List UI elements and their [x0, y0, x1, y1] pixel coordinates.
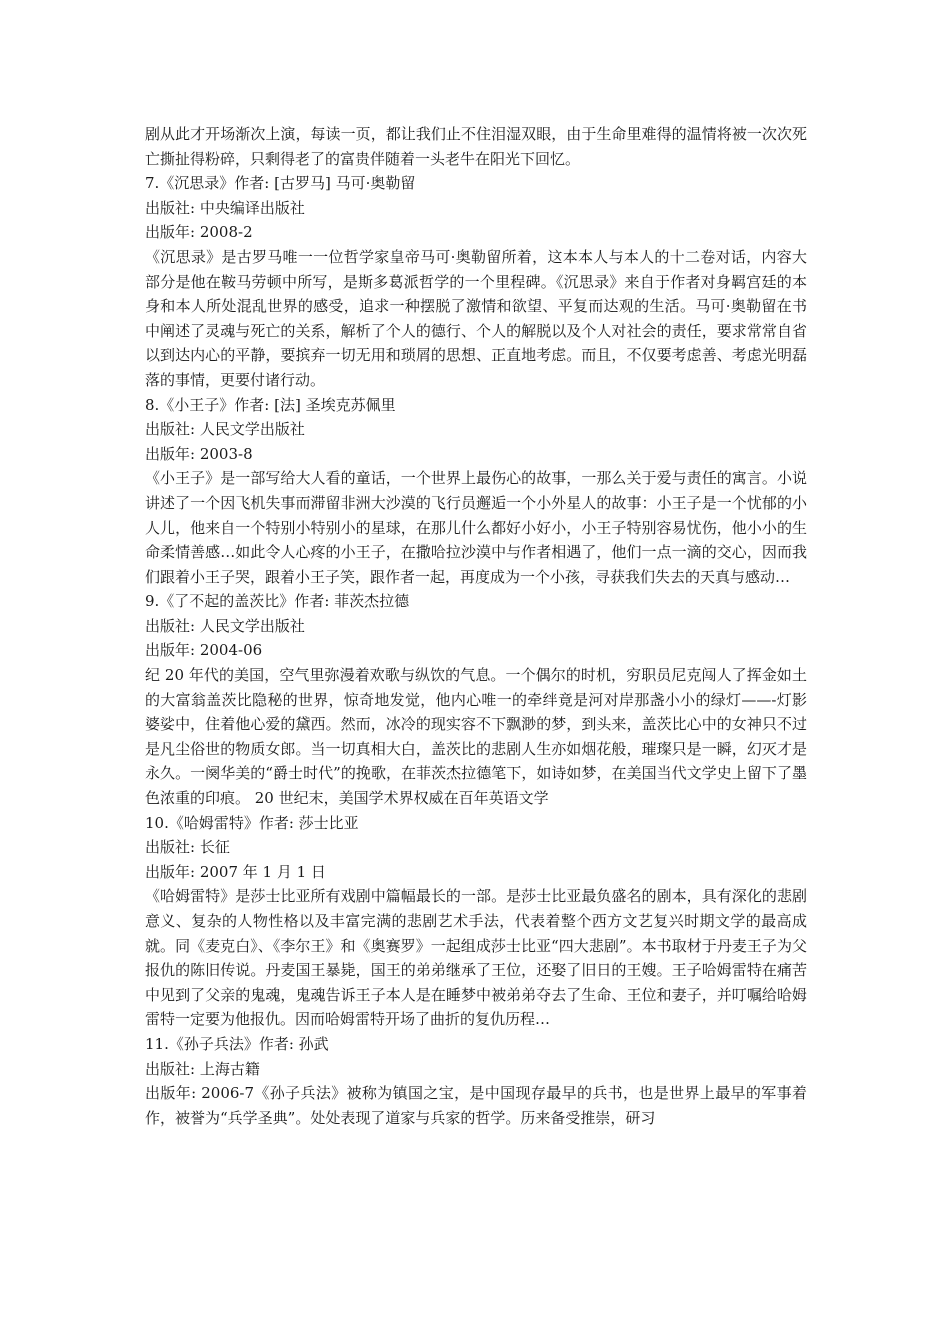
book-8-description: 《小王子》是一部写给大人看的童话，一个世界上最伤心的故事，一那么关于爱与责任的寓言。小说讲述了一个因飞机失事而滞留非洲大沙漠的飞行员邂逅一个小外星人的故事：小王子是一个忧郁的小人儿，他来自一个特别小特别小的星球，在那儿什么都好小好小，小王子特别容易忧伤，他小小的生命柔情善感…如此令人心疼的小王子，在撒哈拉沙漠中与作者相遇了，他们一点一滴的交心，因而我们跟着小王子哭，跟着小王子笑，跟作者一起，再度成为一个小孩，寻获我们失去的天真与感动…: [145, 469, 807, 586]
book-9-description: 纪 20 年代的美国，空气里弥漫着欢歌与纵饮的气息。一个偶尔的时机，穷职员尼克闯人了挥金如土的大富翁盖茨比隐秘的世界，惊奇地发觉，他内心唯一的牵绊竟是河对岸那盏小小的绿灯——-灯影婆娑中，住着他心爱的黛西。然而，冰冷的现实容不下飘渺的梦，到头来，盖茨比心中的女神只不过是凡尘俗世的物质女郎。当一切真相大白，盖茨比的悲剧人生亦如烟花般，璀璨只是一瞬，幻灭才是永久。一阕华美的“爵士时代”的挽歌，在菲茨杰拉德笔下，如诗如梦，在美国当代文学史上留下了墨色浓重的印痕。 20 世纪末，美国学术界权威在百年英语文学: [145, 666, 807, 808]
book-11-year-description: 出版年: 2006-7《孙子兵法》被称为镇国之宝，是中国现存最早的兵书，也是世界上最早的军事着作，被誉为“兵学圣典”。处处表现了道家与兵家的哲学。历来备受推崇，研习: [145, 1084, 807, 1127]
book-7-year: 出版年: 2008-2: [145, 223, 253, 242]
document-page: [145, 122, 807, 1130]
book-8-year: 出版年: 2003-8: [145, 444, 253, 463]
book-9-title-author: 9.《了不起的盖茨比》作者: 菲茨杰拉德: [145, 592, 410, 611]
book-8-title-author: 8.《小王子》作者: [法] 圣埃克苏佩里: [145, 395, 396, 414]
paragraph-intro: 剧从此才开场渐次上演，每读一页，都让我们止不住泪湿双眼，由于生命里难得的温情将被一次次死亡撕扯得粉碎，只剩得老了的富贵伴随着一头老牛在阳光下回忆。: [145, 125, 807, 168]
book-10-publisher: 出版社: 长征: [145, 838, 230, 857]
book-11-publisher: 出版社: 上海古籍: [145, 1059, 260, 1078]
book-9-year: 出版年: 2004-06: [145, 641, 263, 660]
book-10-title-author: 10.《哈姆雷特》作者: 莎士比亚: [145, 813, 359, 832]
book-10-description: 《哈姆雷特》是莎士比亚所有戏剧中篇幅最长的一部。是莎士比亚最负盛名的剧本，具有深化的悲剧意义、复杂的人物性格以及丰富完满的悲剧艺术手法，代表着整个西方文艺复兴时期文学的最高成就。同《麦克白》、《李尔王》和《奥赛罗》一起组成莎士比亚“四大悲剧”。本书取材于丹麦王子为父报仇的陈旧传说。丹麦国王暴毙，国王的弟弟继承了王位，还娶了旧日的王嫂。王子哈姆雷特在痛苦中见到了父亲的鬼魂，鬼魂告诉王子本人是在睡梦中被弟弟夺去了生命、王位和妻子，并叮嘱给哈姆雷特一定要为他报仇。因而哈姆雷特开场了曲折的复仇历程…: [145, 887, 807, 1029]
book-7-title-author: 7.《沉思录》作者: [古罗马] 马可·奥勒留: [145, 174, 416, 193]
book-10-year: 出版年: 2007 年 1 月 1 日: [145, 862, 326, 881]
book-7-description: 《沉思录》是古罗马唯一一位哲学家皇帝马可·奥勒留所着，这本本人与本人的十二卷对话，内容大部分是他在鞍马劳顿中所写，是斯多葛派哲学的一个里程碑。《沉思录》来自于作者对身羁宫廷的本身和本人所处混乱世界的感受，追求一种摆脱了激情和欲望、平复而达观的生活。马可·奥勒留在书中阐述了灵魂与死亡的关系，解析了个人的德行、个人的解脱以及个人对社会的责任，要求常常自省以到达内心的平静，要摈弃一切无用和琐屑的思想、正直地考虑。而且，不仅要考虑善、考虑光明磊落的事情，更要付诸行动。: [145, 247, 807, 389]
book-7-publisher: 出版社: 中央编译出版社: [145, 198, 305, 217]
book-11-title-author: 11.《孙子兵法》作者: 孙武: [145, 1034, 329, 1053]
book-8-publisher: 出版社: 人民文学出版社: [145, 420, 305, 439]
book-9-publisher: 出版社: 人民文学出版社: [145, 616, 305, 635]
